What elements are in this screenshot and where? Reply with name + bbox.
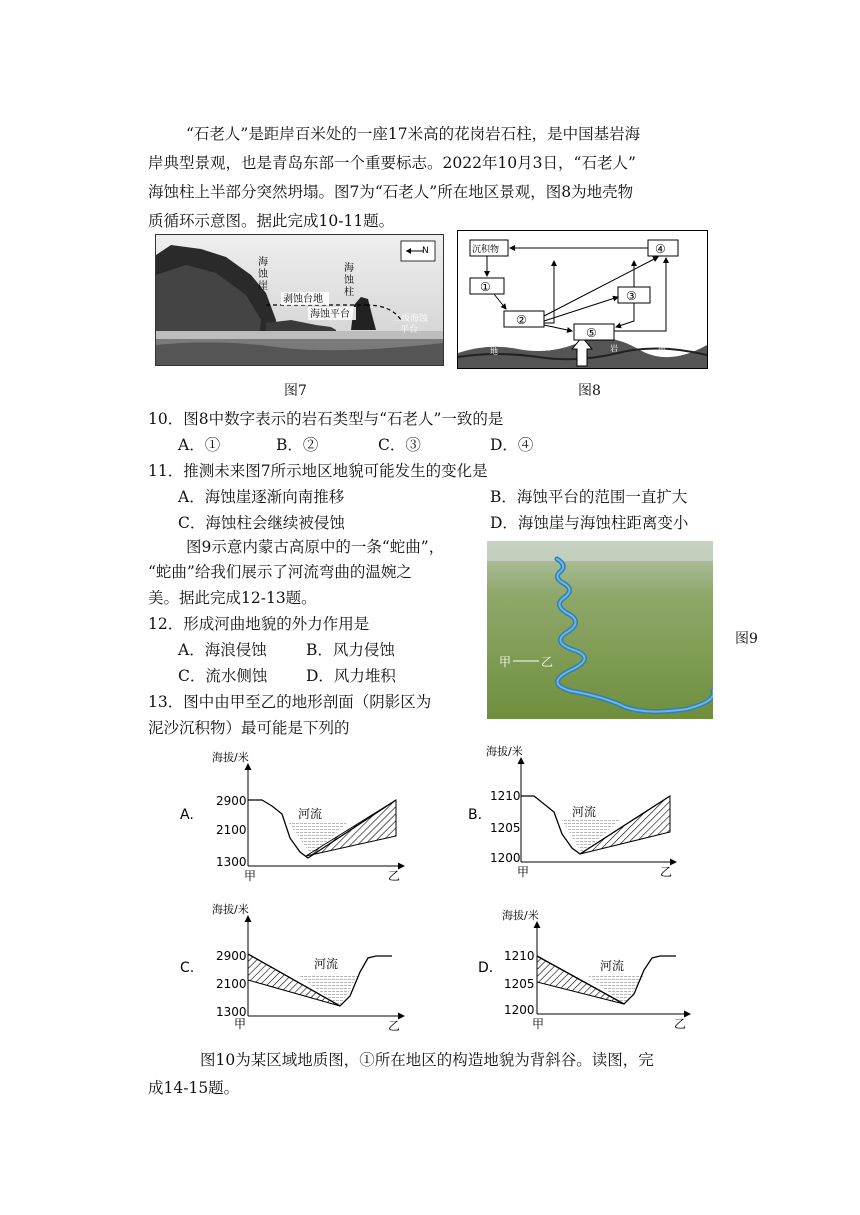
intro-line-2: 岸典型景观，也是青岛东部一个重要标志。2022年10月3日，“石老人”	[148, 154, 636, 172]
profile-c-tick-top: 2900	[216, 949, 247, 963]
profile-b-tick-bottom: 1200	[490, 851, 521, 865]
profile-c-jia: 甲	[234, 1017, 247, 1031]
figure-8-caption: 图8	[578, 383, 601, 399]
figure-9-caption: 图9	[735, 631, 758, 647]
profile-c-yi: 乙	[388, 1019, 401, 1033]
q13-stem-1: 13．图中由甲至乙的地形剖面（阴影区为	[148, 693, 432, 711]
q11-option-a[interactable]: A．海蚀崖逐渐向南推移	[178, 488, 345, 506]
profile-a-tick-bottom: 1300	[216, 855, 247, 869]
fig9-yi-label: 乙	[541, 655, 554, 669]
q12-option-d[interactable]: D．风力堆积	[306, 667, 396, 685]
profile-a-yi: 乙	[388, 869, 401, 883]
label-cliff: 海	[258, 257, 268, 268]
intro-line-1: “石老人”是距岸百米处的一座17米高的花岗岩石柱，是中国基岩海	[186, 125, 641, 143]
outro-line-2: 成14-15题。	[148, 1079, 240, 1097]
box-4: ④	[655, 242, 666, 256]
figure-7-caption: 图7	[284, 383, 307, 399]
profile-c-tick-bottom: 1300	[216, 1005, 247, 1019]
label-platform: 海蚀平台	[310, 309, 350, 320]
label-cliff-2: 蚀	[258, 269, 268, 280]
q11-option-d[interactable]: D．海蚀崖与海蚀柱距离变小	[490, 514, 689, 532]
profile-c-tick-mid: 2100	[216, 977, 247, 991]
north-label: N	[422, 246, 429, 256]
profile-d[interactable]	[478, 908, 690, 1031]
q11-stem: 11．推测未来图7所示地区地貌可能发生的变化是	[148, 462, 488, 480]
label-cliff-3: 崖	[258, 281, 268, 292]
q12-option-b[interactable]: B．风力侵蚀	[306, 641, 395, 659]
outro-line-1: 图10为某区域地质图，①所在地区的构造地貌为背斜谷。读图，完	[200, 1051, 654, 1069]
profile-c-label: C.	[180, 960, 195, 976]
intro2-line-3: 美。据此完成12-13题。	[148, 589, 317, 607]
label-second-platform: 二级海蚀	[392, 314, 429, 324]
profile-a-ylabel: 海拔/米	[212, 751, 249, 764]
profile-b-yi: 乙	[660, 865, 673, 879]
q10-stem: 10．图8中数字表示的岩石类型与“石老人”一致的是	[148, 410, 504, 428]
profile-c-ylabel: 海拔/米	[212, 903, 249, 916]
profile-b-tick-top: 1210	[490, 789, 521, 803]
profile-d-ylabel: 海拔/米	[502, 909, 539, 922]
q10-option-d[interactable]: D．④	[490, 436, 534, 454]
q11-option-c[interactable]: C．海蚀柱会继续被侵蚀	[178, 514, 345, 532]
ground-label-1: 地	[490, 347, 498, 356]
intro-line-3: 海蚀柱上半部分突然坍塌。图7为“石老人”所在地区景观，图8为地壳物	[148, 183, 634, 201]
profile-a-tick-mid: 2100	[216, 823, 247, 837]
box-2: ②	[516, 313, 527, 327]
label-pillar: 海	[344, 263, 354, 274]
intro2-line-2: “蛇曲”给我们展示了河流弯曲的温婉之	[148, 563, 412, 581]
profile-b-jia: 甲	[517, 865, 530, 879]
profile-a-river: 河流	[298, 807, 323, 821]
box-3: ③	[626, 289, 637, 303]
profile-d-label: D.	[478, 960, 494, 976]
q10-option-c[interactable]: C．③	[378, 436, 421, 454]
sediment-box: 沉积物	[472, 245, 500, 255]
profile-b-river: 河流	[572, 805, 597, 819]
profile-a-jia: 甲	[244, 869, 257, 883]
profile-b[interactable]	[468, 744, 676, 879]
fig9-jia-label: 甲	[499, 655, 512, 669]
profile-a-label: A.	[180, 807, 194, 823]
q10-option-a[interactable]: A．①	[178, 436, 221, 454]
ground-label-4: 面	[658, 343, 666, 352]
profile-d-jia: 甲	[532, 1017, 545, 1031]
q11-option-b[interactable]: B．海蚀平台的范围一直扩大	[490, 488, 688, 506]
profile-d-yi: 乙	[674, 1017, 687, 1031]
profile-d-tick-top: 1210	[504, 949, 535, 963]
q12-option-c[interactable]: C．流水侧蚀	[178, 667, 268, 685]
label-pillar-2: 蚀	[344, 275, 354, 286]
q12-stem: 12．形成河曲地貌的外力作用是	[148, 615, 370, 633]
profile-b-label: B.	[468, 807, 483, 823]
profile-d-tick-mid: 1205	[504, 977, 535, 991]
profile-d-tick-bottom: 1200	[504, 1003, 535, 1017]
profile-b-ylabel: 海拔/米	[486, 745, 523, 758]
profile-a[interactable]	[180, 750, 404, 883]
q10-option-b[interactable]: B．②	[276, 436, 319, 454]
intro-line-4: 质循环示意图。据此完成10-11题。	[148, 212, 395, 230]
profile-c-river: 河流	[314, 957, 339, 971]
profile-a-tick-top: 2900	[216, 794, 247, 808]
intro2-line-1: 图9示意内蒙古高原中的一条“蛇曲”，	[186, 538, 445, 556]
ground-label-2: 面	[543, 343, 551, 352]
box-5: ⑤	[586, 326, 597, 340]
profile-b-tick-mid: 1205	[490, 821, 521, 835]
profile-d-river: 河流	[600, 959, 625, 973]
ground-label-3: 岩	[610, 344, 618, 353]
label-pillar-3: 柱	[344, 287, 354, 298]
label-terrace: 剥蚀台地	[283, 294, 323, 305]
label-second-platform-2: 平台	[400, 325, 419, 335]
box-1: ①	[480, 280, 491, 294]
q12-option-a[interactable]: A．海浪侵蚀	[178, 641, 267, 659]
profile-c[interactable]	[180, 902, 404, 1033]
q13-stem-2: 泥沙沉积物）最可能是下列的	[148, 719, 350, 737]
